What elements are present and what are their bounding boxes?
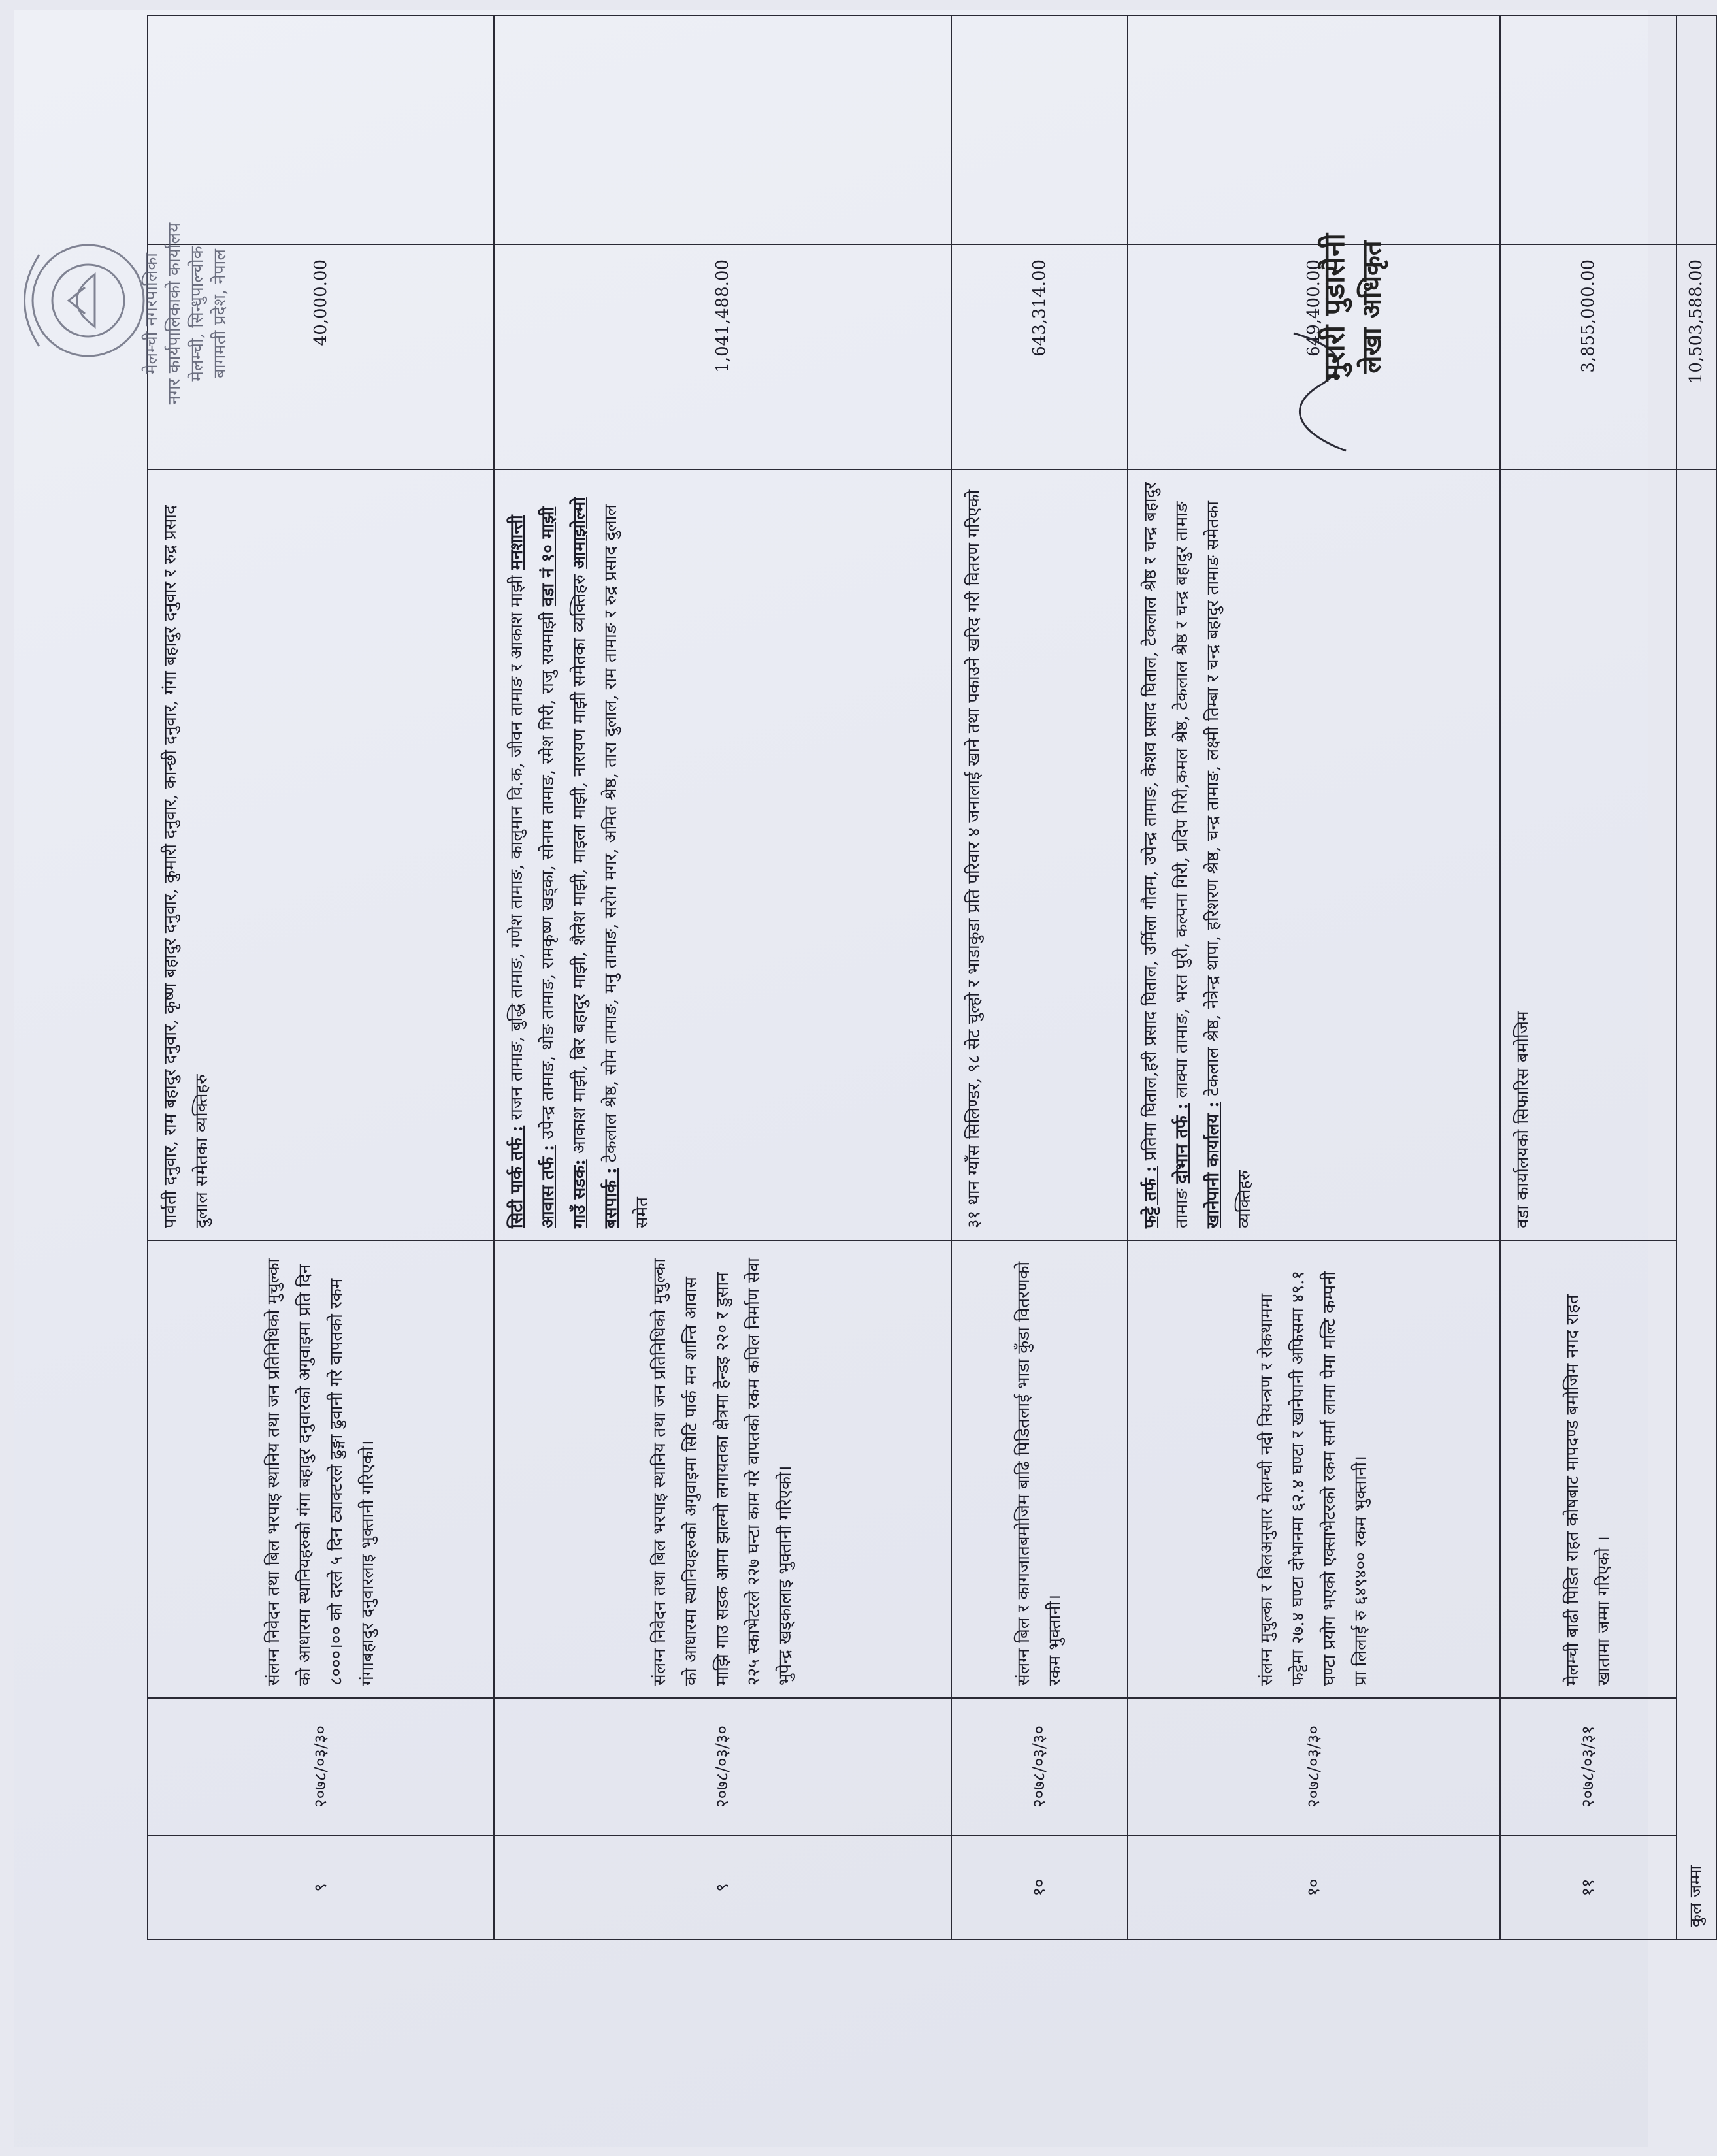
table-row (951, 16, 1128, 1940)
recipient-group (1172, 502, 1192, 1184)
recipient-names: आकाश माझी, बिर बहादुर माझी, शैलेश माझी, माइला माझी, नारायण माझी समेतका व्यक्तिहरु (570, 574, 590, 1154)
recipients-cell (951, 470, 1128, 1241)
table-row (494, 16, 951, 1940)
recipient-names: पार्वती दनुवार, राम बहादुर दनुवार, कृष्ण बहादुर दनुवार, कुमारी दनुवार, कान्छी दनुवार, गंगा बहादुर दनुवार र रुद्र प्रसाद दुलाल समेतका व्यक्तिहरु (161, 505, 212, 1228)
amount-cell: 3,855,000.00 (1500, 244, 1676, 470)
relief-expense-table (147, 15, 1717, 1940)
recipient-group (964, 490, 984, 1228)
recipient-group (507, 570, 527, 1228)
description-cell: मेलम्ची बाढी पिडित राहत कोषबाट मापदण्ड बमोजिम नगद राहत खातामा जम्मा गरिएको । (1500, 1241, 1676, 1698)
remarks-cell (1500, 16, 1676, 244)
recipient-names: टेकलाल श्रेष्ठ, नेत्रेन्द्र थापा, हरिशरण श्रेष्ठ, चन्द्र तामाङ, लक्ष्मी तिम्बा र चन्द्र बहादुर तामाङ समेतका व्यक्तिहरु (1203, 501, 1255, 1228)
amount-cell: 649,400.00 (1128, 244, 1500, 470)
serial-number-cell: ९ (148, 1835, 494, 1940)
recipient-group-heading: आमाझोल्मो बसपार्क : (570, 497, 621, 1228)
seal-line-1: मेलम्ची नगरपालिका (142, 252, 161, 375)
recipient-names: टेकलाल श्रेष्ठ, सोम तामाङ, मनु तामाङ, सरोग मगर, अमित श्रेष्ठ, तारा दुलाल, राम तामाङ र रुद्र प्रसाद दुलाल समेत (601, 504, 653, 1228)
recipients-cell (1128, 470, 1500, 1241)
signature-block (1313, 170, 1388, 444)
seal-line-4: बागमती प्रदेश, नेपाल (210, 249, 231, 378)
recipient-group-heading: खानेपानी कार्यालय : (1203, 1101, 1224, 1228)
date-cell: २०७८/०३/३० (148, 1698, 494, 1835)
recipients-cell (1500, 470, 1676, 1241)
total-row (1676, 16, 1716, 1940)
recipient-names: राजन तामाङ, बुद्धि तामाङ, गणेश तामाङ, कालुमान वि.क, जीवन तामाङ र आकाश माझी (507, 575, 527, 1120)
serial-number-cell: ९ (494, 1835, 951, 1940)
amount-cell: 1,041,488.00 (494, 244, 951, 470)
remarks-cell (1676, 16, 1716, 244)
signatory-name: मुरारी पुडासैनी (1318, 233, 1351, 381)
date-cell: २०७८/०३/३० (951, 1698, 1128, 1835)
recipient-group-heading: फट्टे तर्फ : (1141, 1166, 1160, 1228)
total-amount: 10,503,588.00 (1676, 244, 1716, 470)
serial-number-cell: १० (1128, 1835, 1500, 1940)
signatory-title: लेखा अधिकृत (1356, 240, 1387, 374)
date-cell: २०७८/०३/३० (1128, 1698, 1500, 1835)
recipient-group (1513, 1011, 1533, 1228)
amount-cell: 643,314.00 (951, 244, 1128, 470)
recipient-names: लाक्पा तामाङ, भरत पुरी, कल्पना गिरी, प्रदिप गिरी,कमल श्रेष्ठ, टेकलाल श्रेष्ठ र चन्द्र बहादुर तामाङ (1172, 501, 1192, 1098)
recipient-names: ३१ थान ग्याँस सिलिण्डर, ९८ सेट चुल्हो र भाडाकुडा प्रति परिवार ४ जनालाई खाने तथा पकाउने खरिद गरी वितरण गरिएको (964, 489, 984, 1228)
recipient-group-heading: मनशान्ती आवास तर्फ : (507, 515, 559, 1228)
serial-number-cell: ११ (1500, 1835, 1676, 1940)
recipient-group (1203, 501, 1254, 1228)
recipient-names: वडा कार्यालयको सिफारिस बमोजिम (1513, 1011, 1533, 1228)
recipients-cell (494, 470, 951, 1241)
remarks-cell (951, 16, 1128, 244)
recipient-group-heading: सिटी पार्क तर्फ : (507, 1125, 527, 1228)
remarks-cell (494, 16, 951, 244)
date-cell: २०७८/०३/३० (494, 1698, 951, 1835)
seal-text (140, 144, 232, 483)
recipient-group (161, 505, 212, 1228)
date-cell: २०७८/०३/३१ (1500, 1698, 1676, 1835)
description-cell: संलग्न निवेदन तथा बिल भरपाइ स्थानिय तथा जन प्रतिनिधिको मुचुल्का को आधारमा स्थानियहरुको गंगा बहादुर दनुवारको अगुवाइमा प्रति दिन ८०००।०० को दरले ५ दिन ट्याक्टरले ढुङ्गा ढुवानी गरे वापतको रकम गंगाबहादुर दनुवारलाइ भुक्तानी गरिएको। (148, 1241, 494, 1698)
serial-number-cell: १० (951, 1835, 1128, 1940)
recipients-cell (148, 470, 494, 1241)
total-label: कुल जम्मा (1676, 470, 1716, 1940)
table-row (1500, 16, 1676, 1940)
recipient-names: प्रतिमा घिताल,हरी प्रसाद घिताल, उर्मिला गौतम, उपेन्द्र तामाङ, केशव प्रसाद घिताल, टेकलाल श्रेष्ठ र चन्द्र बहादुर तामाङ (1141, 482, 1192, 1228)
description-cell: संलग्न मुचुल्का र बिलअनुसार मेलम्ची नदी नियन्त्रण र रोकथाममा फट्टेमा २७.४ घण्टा दोभानमा ६२.४ घण्टा र खानेपानी अफिसमा ४९.१ घण्टा प्रयोग भएको एक्साभेटरको रकम सर्मा लामा पेमा मल्टि कम्पनी प्रा लिलाई रु ६४९४०० रकम भुक्तानी। (1128, 1241, 1500, 1698)
recipient-group-heading: वडा नं १० माझी गाउँ सडक: (538, 506, 590, 1228)
amount-cell: 40,000.00 (148, 244, 494, 470)
description-cell: संलग्न निवेदन तथा बिल भरपाइ स्थानिय तथा जन प्रतिनिधिको मुचुल्का को आधारमा स्थानियहरुको अगुवाइमा सिटि पार्क मन शान्ति आवास माझि गाउ सडक आमा झाल्मो लगायतका क्षेत्रमा हेन्डइ २२० र डुसान २२५ स्काभेटरले २२७ घन्टा काम गरे वापतको रकम कपिल निर्माण सेवा भुपेन्द्र खड्कालाइ भुक्तानी गरिएको। (494, 1241, 951, 1698)
seal-line-3: मेलम्ची, सिन्धुपाल्चोक (188, 246, 208, 382)
recipient-group-heading: दोभान तर्फ : (1172, 1103, 1192, 1184)
seal-line-2: नगर कार्यपालिकाको कार्यालय (165, 222, 185, 405)
recipient-names: उपेन्द्र तामाङ, थोङ तामाङ, रामकृष्ण खड्का, सोनाम तामाङ, रमेश गिरी, राजु रायमाझी (538, 612, 559, 1139)
description-cell: संलग्न बिल र कागजातबमोजिम बाढि पिडितलाई भाडा कुँडा वितरणको रकम भुक्तानी। (951, 1241, 1128, 1698)
